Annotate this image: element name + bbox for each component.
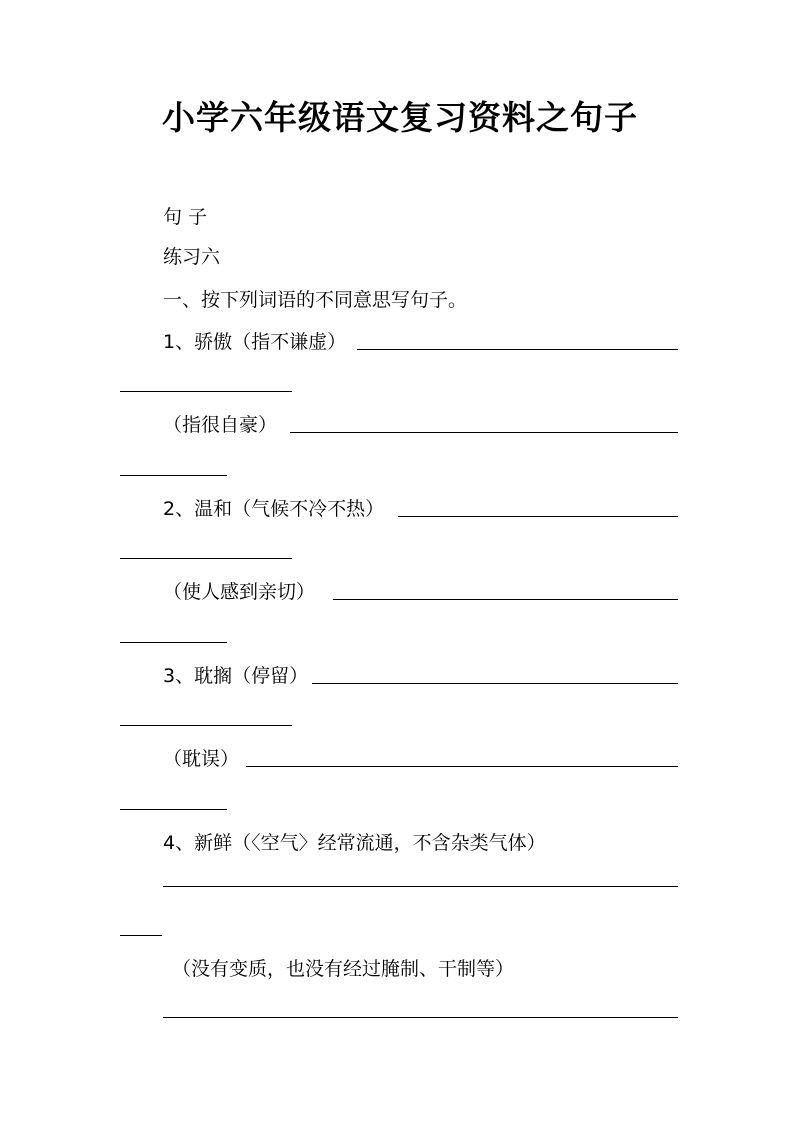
answer-line[interactable] [246,766,678,767]
answer-line[interactable] [357,349,678,350]
item-3-label: 3、耽搁（停留） [163,665,309,687]
section-heading: 句 子 [163,206,208,228]
answer-line-continuation[interactable] [120,558,292,559]
answer-line-continuation[interactable] [120,475,227,476]
instruction-text: 一、按下列词语的不同意思写句子。 [163,289,468,311]
item-4-label: 4、新鲜（〈空气〉经常流通，不含杂类气体） [163,832,546,854]
item-1b-label: （指很自豪） [163,414,278,436]
document-title: 小学六年级语文复习资料之句子 [162,98,638,137]
answer-line[interactable] [312,683,678,684]
answer-line-continuation[interactable] [120,935,162,936]
answer-line-continuation[interactable] [120,391,292,392]
answer-line-continuation[interactable] [120,642,227,643]
item-4b-label: （没有变质，也没有经过腌制、干制等） [172,958,515,980]
item-2-label: 2、温和（气候不冷不热） [163,498,385,520]
answer-line[interactable] [163,886,678,887]
answer-line[interactable] [290,432,678,433]
answer-line[interactable] [333,599,678,600]
answer-line[interactable] [163,1017,678,1018]
answer-line-continuation[interactable] [120,809,227,810]
item-3b-label: （耽误） [163,748,240,770]
item-1-label: 1、骄傲（指不谦虚） [163,331,347,353]
exercise-label: 练习六 [163,246,221,268]
answer-line[interactable] [398,516,678,517]
item-2b-label: （使人感到亲切） [163,581,316,603]
answer-line-continuation[interactable] [120,725,292,726]
